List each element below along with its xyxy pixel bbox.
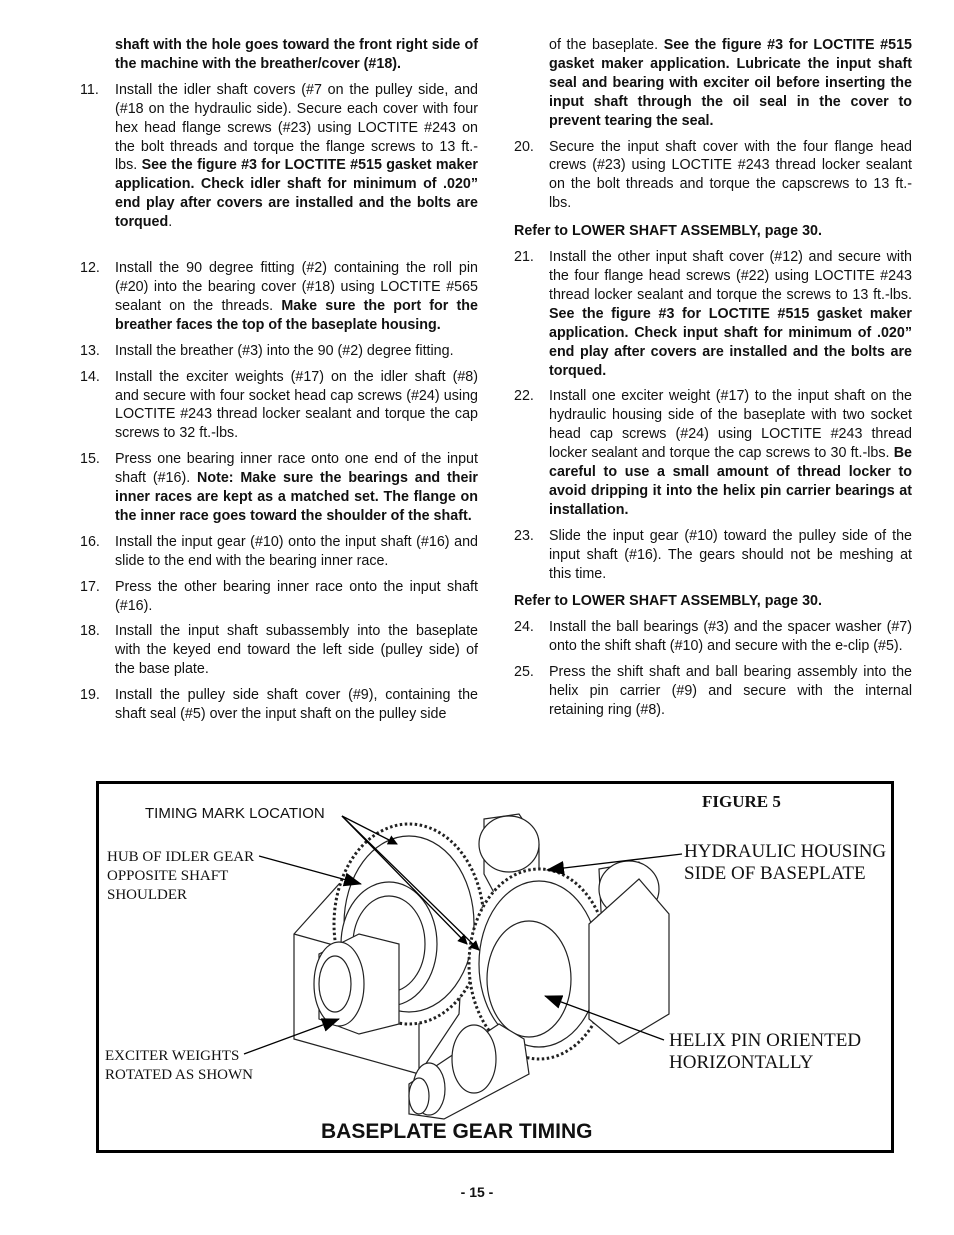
hub-label: HUB OF IDLER GEAR OPPOSITE SHAFT SHOULDER [107,849,255,903]
cross-reference: Refer to LOWER SHAFT ASSEMBLY, page 30. [514,223,822,240]
paragraph-continuation: shaft with the hole goes toward the front right side of the machine with the breather/cover (#18). [115,37,478,72]
step-12: 12. Install the 90 degree fitting (#2) containing the roll pin (#20) into the bearing cover (#18) using LOCTITE #565 sealant on the threads. Make sure the port for the breather faces the top of the baseplate housing. [80,260,478,333]
step-22: 22. Install one exciter weight (#17) to the input shaft on the hydraulic housing side of the baseplate with two socket head cap screws (#24) using LOCTITE #243 thread locker sealant and torque the cap screws to 30 ft.-lbs. Be careful to use a small amount of thread locker to avoid dripping it into the helix pin carrier bearings at installation. [514,388,912,518]
paragraph-continuation: of the baseplate. See the figure #3 for LOCTITE #515 gasket maker application. Lubricate the input shaft seal and bearing with exciter oil before inserting the input shaft through the oil seal in the cover to prevent tearing the seal. [549,37,912,129]
right-column [514,36,912,720]
step-13: 13. Install the breather (#3) into the 90 (#2) degree fitting. [80,342,454,359]
step-16: 16. Install the input gear (#10) onto the input shaft (#16) and slide to the end with the bearing inner race. [80,533,478,569]
step-11: 11. Install the idler shaft covers (#7 on the pulley side, and (#18 on the hydraulic side). Secure each cover with four hex head flange screws (#23) using LOCTITE #243 on the bolt threads and torque the flange screws to 13 ft.-lbs. See the figure #3 for LOCTITE #515 gasket maker application. Check idler shaft for minimum of .020” end play after covers are installed and the bolts are torqued. [80,81,478,231]
step-19: 19. Install the pulley side shaft cover (#9), containing the shaft seal (#5) over the input shaft on the pulley side [80,687,478,723]
step-14: 14. Install the exciter weights (#17) on the idler shaft (#8) and secure with four socket head cap screws (#24) using LOCTITE #243 thread locker sealant and torque the cap screws to 32 ft.-lbs. [80,368,478,442]
hydraulic-housing-label: HYDRAULIC HOUSING SIDE OF BASEPLATE [684,841,887,884]
timing-mark-label: TIMING MARK LOCATION [145,805,325,822]
gear-assembly-illustration [99,784,891,1150]
step-17: 17. Press the other bearing inner race onto the input shaft (#16). [80,578,478,614]
step-25: 25. Press the shift shaft and ball bearing assembly into the helix pin carrier (#9) and secure with the internal retaining ring (#8). [514,664,912,718]
figure-5 [96,781,894,1153]
left-column [80,36,478,724]
figure-caption: BASEPLATE GEAR TIMING [321,1120,593,1143]
step-21: 21. Install the other input shaft cover (#12) and secure with the four flange head screws (#22) using LOCTITE #243 thread locker sealant and torque the screws to 13 ft.-lbs. See the figure #3 for LOCTITE #515 gasket maker application. Check input shaft for minimum of .020” end play after covers are installed and the bolts are torqued. [514,249,912,379]
page-number: - 15 - [460,1184,494,1200]
figure-number: FIGURE 5 [702,792,781,811]
step-20: 20. Secure the input shaft cover with the four flange head crews (#23) using LOCTITE #243 thread locker sealant on the bolt threads and torque the capscrews to 13 ft.-lbs. [514,138,912,212]
step-15: 15. Press one bearing inner race onto one end of the input shaft (#16). Note: Make sure the bearings and their inner races are kept as a matched set. The flange on the inner race goes toward the shoulder of the shaft. [80,451,478,524]
cross-reference: Refer to LOWER SHAFT ASSEMBLY, page 30. [514,593,822,610]
exciter-weights-label: EXCITER WEIGHTS ROTATED AS SHOWN [105,1048,253,1083]
step-18: 18. Install the input shaft subassembly into the baseplate with the keyed end toward the left side (pulley side) of the base plate. [80,623,478,678]
step-24: 24. Install the ball bearings (#3) and the spacer washer (#7) onto the shift shaft (#10) and secure with the e-clip (#5). [514,619,912,655]
helix-pin-label: HELIX PIN ORIENTED HORIZONTALLY [669,1030,862,1073]
step-23: 23. Slide the input gear (#10) toward the pulley side of the input shaft (#16). The gears should not be meshing at this time. [514,527,912,582]
